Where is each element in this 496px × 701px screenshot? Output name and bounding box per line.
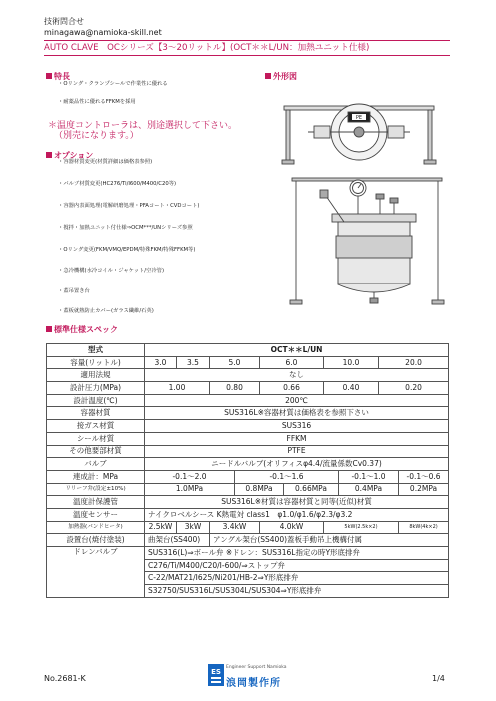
pressure-cell: 0.80 (210, 382, 260, 395)
capacity-cell: 6.0 (260, 356, 324, 369)
page-number: 1/4 (432, 674, 445, 683)
temp-cell: 200℃ (145, 394, 449, 407)
option-item: ・ Oリング変更(FKM/VMQ/EPDM/特殊FKM/特殊FFKM等) (58, 247, 196, 254)
table-row (47, 382, 449, 395)
row-label: 温度センサー (47, 508, 145, 521)
drain-cell: SUS316(L)⇒ボール弁 ※ドレン：SUS316L指定の時Y形底排弁 (145, 547, 449, 560)
option-item: ・ 撹拌・加熱ユニット付仕様⇒OCM***/UNシリーズ参照 (58, 225, 193, 232)
relief-cell: 0.66MPa (284, 483, 339, 496)
feature-item: ・ Oリング・クランプシールで作業性に優れる (58, 81, 168, 88)
row-label: 接ガス材質 (47, 420, 145, 433)
heater-cell: 3.4kW (210, 521, 260, 534)
gauge-cell: -0.1〜1.6 (235, 470, 339, 483)
capacity-cell: 20.0 (379, 356, 449, 369)
pressure-cell: 0.66 (260, 382, 324, 395)
options-heading: オプション (46, 150, 93, 161)
wetted-cell: SUS316 (145, 420, 449, 433)
row-label: 型式 (47, 344, 145, 357)
heater-cell: 8kW(4k×2) (399, 521, 449, 534)
diagram-nameplate: PE (355, 115, 363, 121)
pressure-cell: 0.20 (379, 382, 449, 395)
option-item: ・ 蓋吊置き台 (58, 288, 90, 295)
row-label: リリーフ弁(設定±10%) (47, 483, 145, 496)
diagram-heading: 外形図 (265, 71, 297, 82)
table-row (47, 458, 449, 471)
square-bullet-icon (265, 73, 271, 79)
square-bullet-icon (46, 326, 52, 332)
square-bullet-icon (46, 73, 52, 79)
table-row (47, 369, 449, 382)
install-cell: アングル架台(SS400)蓋板手動吊上機構付属 (210, 534, 449, 547)
relief-cell: 1.0MPa (145, 483, 235, 496)
row-label: 設計温度(℃) (47, 394, 145, 407)
table-row (47, 496, 449, 509)
sensor-cell: ナイクロベルシース K熱電対 class1 φ1.0/φ1.6/φ2.3/φ3.2 (145, 508, 449, 521)
table-row (47, 547, 449, 560)
row-label: 連成計：MPa (47, 470, 145, 483)
capacity-cell: 5.0 (210, 356, 260, 369)
table-row (47, 483, 449, 496)
document-number: No.2681-K (44, 674, 86, 683)
other-cell: PTFE (145, 445, 449, 458)
option-item: ・ 容器内表面処理(電解研磨処理・PFAコート・CVDコート) (58, 203, 199, 210)
heater-cell: 4.0kW (260, 521, 324, 534)
valve-cell: ニードルバルブ(オリフィスφ4.4/流量係数Cv0.37) (145, 458, 449, 471)
outline-diagram (262, 86, 458, 314)
drain-cell: C276/Ti/M400/C20/I-600/⇒ストップ弁 (145, 559, 449, 572)
table-row (47, 344, 449, 357)
controller-note (48, 121, 237, 141)
relief-cell: 0.8MPa (235, 483, 284, 496)
capacity-cell: 10.0 (324, 356, 379, 369)
row-label: 設計圧力(MPa) (47, 382, 145, 395)
pressure-cell: 0.40 (324, 382, 379, 395)
drain-cell: S32750/SUS316L/SUS304L/SUS304⇒Y形底排弁 (145, 585, 449, 598)
company-logo-icon (208, 664, 224, 686)
square-bullet-icon (46, 152, 52, 158)
option-item: ・ 蓋板就熱防止カバー(ガラス繊維/石英) (58, 308, 154, 315)
capacity-cell: 3.5 (177, 356, 210, 369)
drain-cell: C-22/MAT21/I625/Ni201/HB-2⇒Y形底排弁 (145, 572, 449, 585)
table-row (47, 394, 449, 407)
row-label: 容器材質 (47, 407, 145, 420)
table-row (47, 521, 449, 534)
logo-letters: ES (211, 668, 221, 676)
note-line: （別売になります。） (54, 131, 139, 141)
feature-item: ・ 耐薬品性に優れるFFKMを採用 (58, 99, 136, 106)
law-cell: なし (145, 369, 449, 382)
material-cell: SUS316L※容器材質は価格表を参照下さい (145, 407, 449, 420)
pressure-cell: 1.00 (145, 382, 210, 395)
option-item: ・ 急冷機構(水冷コイル・ジャケット/空冷管) (58, 268, 164, 275)
table-row (47, 534, 449, 547)
table-row (47, 420, 449, 433)
contact-email[interactable]: minagawa@namioka-skill.net (44, 28, 162, 37)
tube-cell: SUS316L※材質は容器材質と同等(近似)材質 (145, 496, 449, 509)
table-row (47, 445, 449, 458)
spec-heading: 標準仕様スペック (46, 324, 118, 335)
install-cell: 曲架台(SS400) (145, 534, 210, 547)
note-line: ＊温度コントローラは、別途選択して下さい。 (48, 121, 238, 131)
option-item: ・ バルブ材質変更(HC276/Ti/I600/M400/C20等) (58, 181, 176, 188)
contact-label: 技術問合せ (44, 17, 84, 26)
row-label: その他要部材質 (47, 445, 145, 458)
document-title: AUTO CLAVE OCシリーズ【3〜20リットル】(OCT＊＊L/UN：加熱ユニット仕様) (44, 40, 450, 56)
row-label: シール材質 (47, 432, 145, 445)
row-label: 温度計保護管 (47, 496, 145, 509)
heater-cell: 5kW(2.5k×2) (324, 521, 399, 534)
table-row (47, 470, 449, 483)
relief-cell: 0.2MPa (399, 483, 449, 496)
heater-cell: 3kW (177, 521, 210, 534)
row-label: ドレンバルブ (47, 547, 145, 598)
table-row (47, 432, 449, 445)
gauge-cell: -0.1〜0.6 (399, 470, 449, 483)
gauge-cell: -0.1〜1.0 (339, 470, 399, 483)
gauge-cell: -0.1〜2.0 (145, 470, 235, 483)
option-item: ・ 容器材質変更(材質詳細は価格表参照) (58, 159, 152, 166)
row-label: 適用法規 (47, 369, 145, 382)
spec-table (46, 343, 449, 598)
features-heading: 特長 (46, 71, 70, 82)
seal-cell: FFKM (145, 432, 449, 445)
model-cell: OCT＊＊L/UN (145, 344, 449, 357)
capacity-cell: 3.0 (145, 356, 177, 369)
company-name: 浪岡製作所 (226, 678, 281, 689)
table-row (47, 508, 449, 521)
heater-cell: 2.5kW (145, 521, 177, 534)
row-label: 加熱器(バンドヒータ) (47, 521, 145, 534)
table-row (47, 356, 449, 369)
relief-cell: 0.4MPa (339, 483, 399, 496)
row-label: 設置台(焼付塗装) (47, 534, 145, 547)
table-row (47, 407, 449, 420)
row-label: 容量(リットル) (47, 356, 145, 369)
company-tagline: Engineer Support Namioka (226, 665, 287, 670)
row-label: バルブ (47, 458, 145, 471)
